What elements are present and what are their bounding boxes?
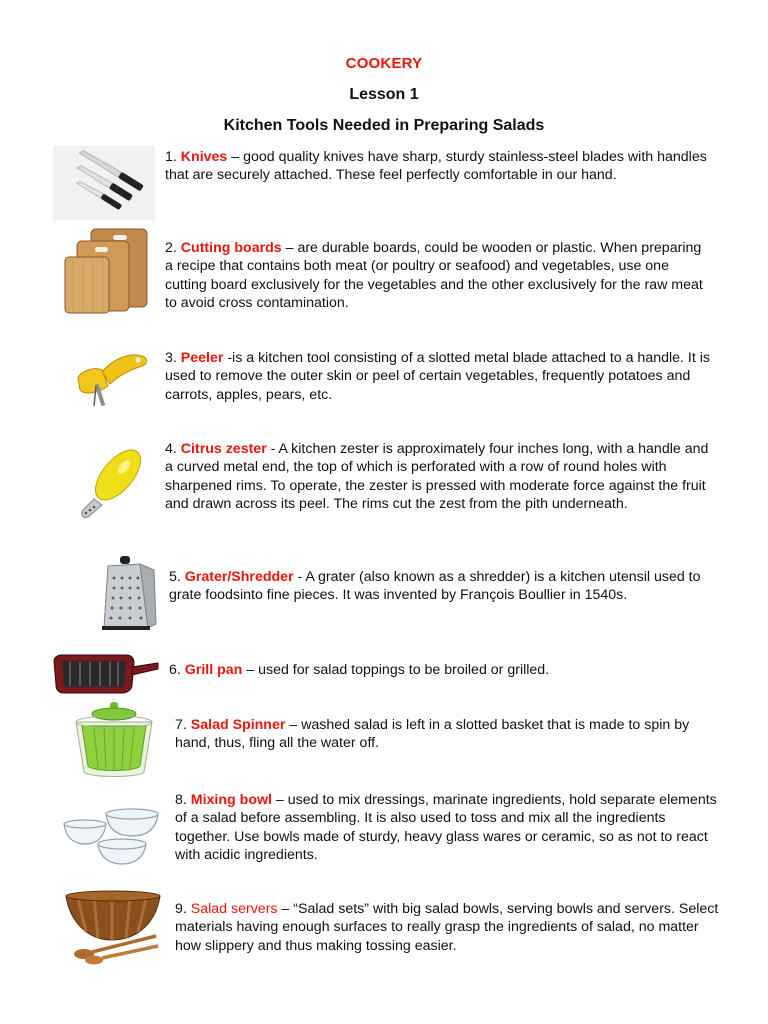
item-name: Mixing bowl: [190, 792, 272, 808]
item-name: Grill pan: [184, 662, 243, 678]
mixing-bowl-image: [62, 800, 162, 875]
grill-pan-image: [52, 651, 160, 702]
list-item-cutting-boards: [165, 239, 710, 312]
list-item-citrus-zester: [165, 440, 710, 513]
salad-servers-image: [64, 888, 164, 971]
item-number: 5.: [169, 569, 185, 585]
list-item-mixing-bowl: [175, 791, 720, 864]
item-description: - A grater (also known as a shredder) is a kitchen utensil used to grate foodsinto fine pieces. It was invented by François Boullier in 1540s.: [169, 569, 701, 604]
item-name: Salad Spinner: [190, 717, 286, 733]
list-item-grill-pan: [169, 661, 714, 679]
list-item-salad-servers: [175, 900, 720, 955]
item-description: – used to mix dressings, marinate ingredients, hold separate elements of a salad before assembling. It is also used to toss and mix all the ingredients together. Use bowls made of sturdy, heavy glass wares or ceramic, so as not to react with acidic ingredients.: [175, 792, 717, 863]
list-item-grater: [169, 568, 714, 605]
item-number: 2.: [165, 240, 181, 256]
list-item-peeler: [165, 349, 710, 404]
item-name: Citrus zester: [180, 441, 267, 457]
item-name: Grater/Shredder: [184, 569, 294, 585]
item-number: 9.: [175, 901, 191, 917]
citrus-zester-image: [72, 447, 152, 528]
list-item-knives: [165, 148, 710, 185]
item-name: Cutting boards: [180, 240, 282, 256]
item-description: – “Salad sets” with big salad bowls, serving bowls and servers. Select materials having enough surfaces to really grasp the ingredients of salad, no matter how slippery and thus making tossing easier.: [175, 901, 719, 954]
item-description: -is a kitchen tool consisting of a slotted metal blade attached to a handle. It is used to remove the outer skin or peel of certain vegetables, frequently potatoes and carrots, apples, pears, etc.: [165, 350, 710, 403]
item-number: 3.: [165, 350, 181, 366]
cutting-boards-image: [63, 227, 151, 320]
item-number: 1.: [165, 149, 181, 165]
salad-spinner-image: [70, 700, 160, 787]
item-description: – are durable boards, could be wooden or plastic. When preparing a recipe that contains both meat (or poultry or seafood) and vegetables, use one cutting board exclusively for the vegetables and the other exclusively for the raw meat to avoid cross contamination.: [165, 240, 703, 311]
knives-image: [53, 146, 155, 225]
peeler-image: [72, 350, 152, 415]
lesson-heading: Lesson 1: [349, 86, 419, 103]
item-name: Peeler: [180, 350, 224, 366]
item-number: 7.: [175, 717, 191, 733]
grater-image: [100, 556, 160, 637]
item-number: 6.: [169, 662, 185, 678]
item-description: – used for salad toppings to be broiled or grilled.: [242, 662, 550, 678]
page-title: Kitchen Tools Needed in Preparing Salads: [223, 117, 545, 134]
item-description: - A kitchen zester is approximately four inches long, with a handle and a curved metal end, the top of which is perforated with a row of round holes with sharpened rims. To operate, the zester is pressed with moderate force against the fruit and drawn across its peel. The rims cut the zest from the pith underneath.: [165, 441, 709, 512]
list-item-salad-spinner: [175, 716, 720, 753]
item-number: 8.: [175, 792, 191, 808]
item-description: – good quality knives have sharp, sturdy stainless-steel blades with handles that are securely attached. These feel perfectly comfortable in our hand.: [165, 149, 707, 184]
item-description: – washed salad is left in a slotted basket that is made to spin by hand, thus, fling all the water off.: [175, 717, 690, 752]
item-number: 4.: [165, 441, 181, 457]
subject-heading: COOKERY: [345, 55, 423, 72]
item-name: Knives: [180, 149, 228, 165]
item-name: Salad servers: [190, 901, 278, 917]
